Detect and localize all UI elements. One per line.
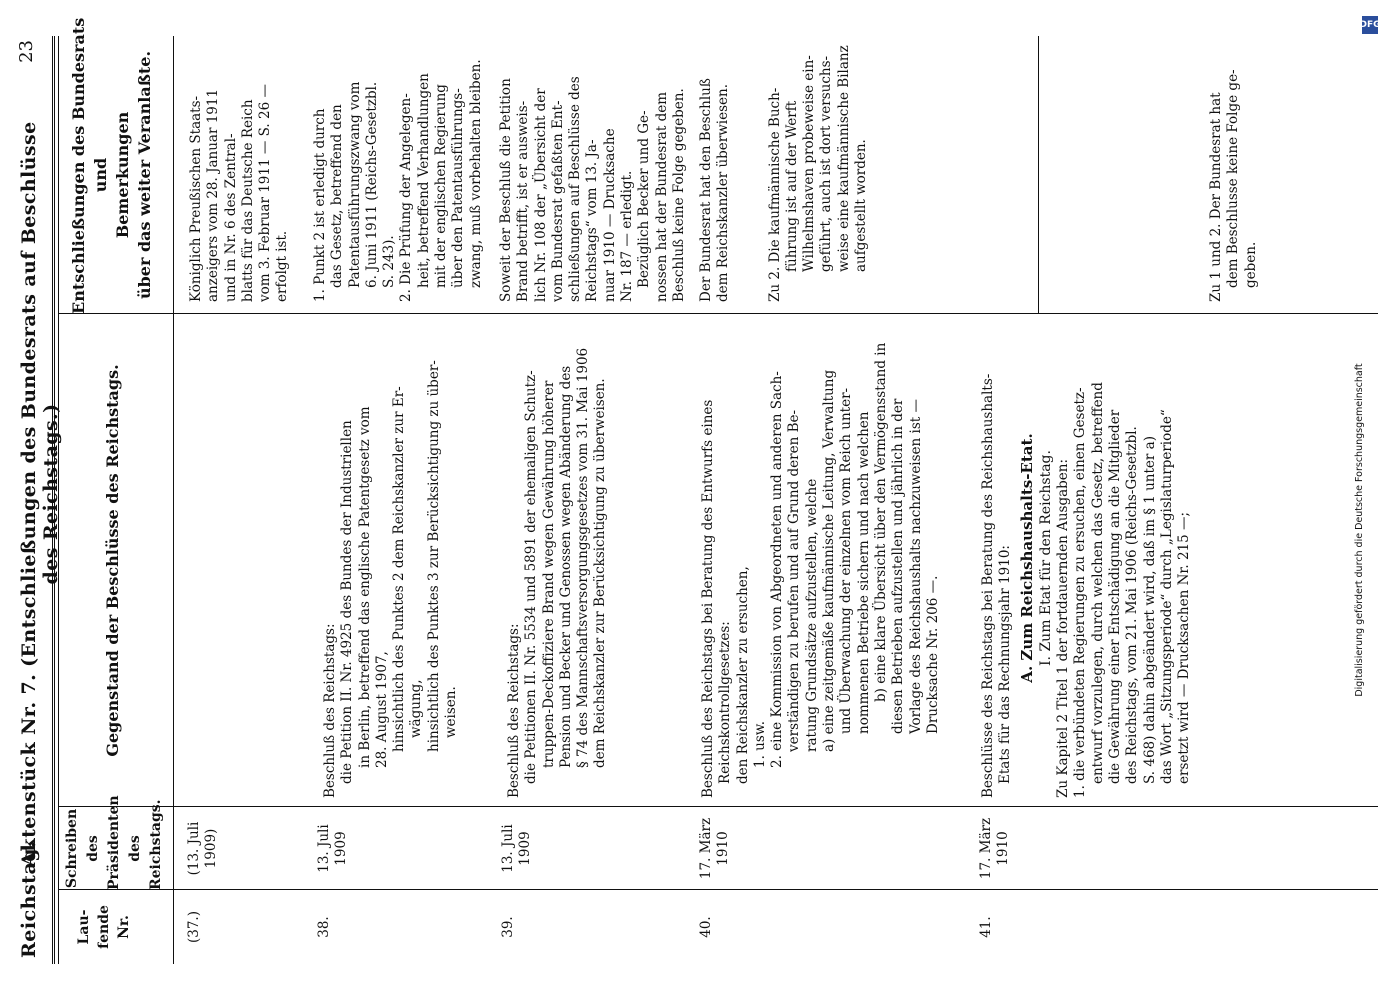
col-header-nr	[74, 890, 134, 964]
col-header-ent-line: Bemerkungen	[113, 111, 132, 239]
row-40-date	[698, 807, 733, 890]
row-38-ent-line: 1. Punkt 2 ist erledigt durch	[312, 108, 328, 302]
row-40-gegenstand	[700, 318, 942, 798]
row-39-gegenstand	[506, 318, 610, 798]
row-37-ent-line: erfolgt ist.	[274, 230, 291, 302]
row-40-ent-gap	[733, 42, 767, 302]
row-37-ent-line: Königlich Preußischen Staats-	[188, 95, 204, 302]
row-40-text-line: nommenen Betriebe sichern und nach welchen	[855, 411, 872, 734]
row-40-date-line: 17. März	[698, 817, 714, 880]
row-39-date-line: 13. Juli	[500, 824, 516, 873]
row-41-text-line: Zu Kapitel 2 Titel 1 der fortdauernden Ausgaben:	[1055, 458, 1072, 798]
col-header-schreiben	[62, 795, 167, 890]
row-37-date-line: 1909)	[203, 828, 220, 869]
row-39-date-line: 1909	[517, 831, 534, 866]
dfg-logo: DFG	[1362, 16, 1378, 34]
row-39-date	[500, 807, 535, 890]
row-38-text-line: in Berlin, betreffend das englische Patentgesetz vom	[356, 406, 373, 768]
row-39-nr: 39.	[500, 916, 516, 938]
table-top-rule	[58, 36, 59, 964]
row-40-text-line: und Überwachung der einzelnen vom Reich unter-	[838, 387, 855, 734]
row-37-ent-line: blatts für das Deutsche Reich	[239, 99, 256, 302]
row-38-ent-line: über den Patentausführungs-	[450, 88, 467, 288]
row-38-nr: 38.	[316, 916, 332, 938]
row-41-text-line: ersetzt wird — Drucksachen Nr. 215 —;	[1176, 511, 1193, 784]
row-38-ent-line: 6. Juni 1911 (Reichs-Gesetzbl.	[363, 81, 380, 288]
row-41-ent-line: dem Beschlusse keine Folge ge-	[1225, 69, 1242, 288]
row-40-text-line: den Reichskanzler zu ersuchen,	[734, 566, 751, 784]
row-38-text-line: weisen.	[443, 686, 460, 738]
row-41-text-line: S. 468) dahin abgeändert wird, daß im § 1 unter a)	[1141, 436, 1158, 784]
row-37-nr: (37.)	[186, 911, 202, 944]
row-41-ent-top-rule	[1038, 36, 1039, 314]
col-header-schreiben-line: Schreiben	[64, 808, 80, 889]
row-39-text-line: truppen-Deckoffiziere Brand wegen Gewährung höherer	[540, 380, 557, 768]
row-40-ent-line: dem Reichskanzler überwiesen.	[715, 83, 732, 302]
row-38-ent-line: heit, betreffend Verhandlungen	[415, 73, 432, 288]
row-39-ent-line: Beschluß keine Folge gegeben.	[670, 88, 687, 302]
row-41-ent-line: geben.	[1242, 241, 1259, 288]
row-41-gegenstand	[980, 318, 1194, 798]
row-37-ent-line: vom 3. Februar 1911 — S. 26 —	[257, 84, 274, 302]
row-39-text-line: dem Reichskanzler zur Berücksichtigung zu überweisen.	[592, 378, 609, 768]
row-40-nr: 40.	[698, 916, 714, 938]
row-41-date-line: 17. März	[978, 817, 994, 880]
row-38-date-line: 1909	[333, 831, 350, 866]
page-header	[12, 36, 62, 964]
row-40-text-line: a) eine zeitgemäße kaufmännische Leitung, Verwaltung	[821, 369, 838, 752]
row-37-entschliessung	[188, 42, 292, 302]
row-38-date-line: 13. Juli	[316, 824, 332, 873]
row-40-entschliessung	[698, 42, 870, 302]
row-38-text-line: hinsichtlich des Punktes 3 zur Berücksichtigung zu über-	[425, 360, 442, 752]
row-40-text-line: 2. eine Kommission von Abgeordneten und anderen Sach-	[769, 371, 786, 768]
col-header-gegenstand	[102, 314, 124, 807]
header-left: Reichstag.	[18, 840, 40, 958]
row-40-ent-line: weise eine kaufmännische Bilanz	[835, 45, 852, 272]
digitization-credit: Digitalisierung gefördert durch die Deutsche Forschungsgemeinschaft	[1354, 363, 1365, 697]
row-39-entschliessung	[498, 42, 688, 302]
row-38-text-line: Beschluß des Reichstags:	[322, 623, 338, 798]
row-38-text-line: hinsichtlich des Punktes 2 dem Reichskanzler zur Er-	[391, 386, 408, 752]
col-header-ent-line: über das weiter Veranlaßte.	[135, 50, 154, 300]
row-40-text-line: Beschluß des Reichstags bei Beratung des Entwurfs eines	[700, 399, 716, 798]
row-40-text-line: Drucksache Nr. 206 —.	[924, 575, 941, 734]
row-40-date-line: 1910	[715, 831, 732, 866]
row-37-date	[186, 807, 221, 890]
col-header-schreiben-line: des	[127, 835, 143, 862]
row-40-ent-line: Wilhelmshaven probeweise ein-	[801, 55, 818, 272]
col-header-nr-line: fende	[96, 905, 112, 949]
row-39-text-line: § 74 des Mannschaftsversorgungsgesetzes vom 31. Mai 1906	[575, 347, 592, 768]
row-39-ent-line: lich Nr. 108 der „Übersicht der	[532, 88, 549, 302]
row-40-ent-line: aufgestellt worden.	[853, 139, 870, 272]
row-41-text-line: das Wort „Sitzungsperiode“ durch „Legislaturperiode“	[1158, 409, 1175, 784]
col-header-nr-line: Lau-	[76, 909, 92, 945]
row-38-text-line: 28. August 1907,	[373, 651, 390, 768]
row-38-ent-line: zwang, muß vorbehalten bleiben.	[467, 59, 484, 288]
row-38-text-line: die Petition II. Nr. 4925 des Bundes der Industriellen	[339, 420, 356, 784]
row-40-ent-line: geführt, auch ist dort versuchs-	[818, 55, 835, 272]
col-header-schreiben-line: des	[85, 835, 101, 862]
row-39-text-line: die Petitionen II. Nr. 5534 und 5891 der ehemaligen Schutz-	[523, 370, 540, 784]
row-37-ent-line: anzeigers vom 28. Januar 1911	[205, 88, 222, 302]
col-header-ent-line: Entschließungen des Bundesrats	[69, 17, 88, 314]
row-40-ent-line: Zu 2. Die kaufmännische Buch-	[766, 87, 783, 302]
row-39-ent-line: nuar 1910 — Drucksache	[601, 128, 618, 302]
row-38-ent-line: 2. Die Prüfung der Angelegen-	[398, 93, 415, 302]
row-40-text-line: ratung Grundsätze aufzustellen, welche	[803, 478, 820, 752]
row-39-ent-line: vom Bundesrat gefaßten Ent-	[549, 100, 566, 302]
row-38-ent-line: mit der englischen Regierung	[433, 84, 450, 288]
header-bottom-rule	[173, 36, 174, 964]
row-41-subheading-a: A. Zum Reichshaushalts-Etat.	[1017, 433, 1036, 683]
row-39-ent-line: Nr. 187 — erledigt.	[619, 170, 636, 302]
row-40-ent-line: führung ist auf der Werft	[783, 100, 800, 272]
row-39-text-line: Pension und Becker und Genossen wegen Abänderung des	[557, 365, 574, 768]
row-41-date-line: 1910	[995, 831, 1012, 866]
row-40-text-line: 1. usw.	[751, 720, 768, 768]
row-38-date	[316, 807, 351, 890]
col-header-entschliessungen	[68, 17, 156, 314]
row-38-entschliessung	[312, 42, 485, 302]
col-header-ent-line: und	[91, 157, 110, 193]
row-41-nr: 41.	[978, 916, 994, 938]
row-39-ent-line: Brand betrifft, ist er ausweis-	[515, 100, 532, 302]
row-37-ent-line: und in Nr. 6 des Zentral-	[222, 133, 239, 302]
row-39-ent-line: schließungen auf Beschlüsse des	[567, 76, 584, 302]
row-38-text-line: wägung,	[408, 679, 425, 738]
col-header-nr-line: Nr.	[116, 915, 132, 939]
row-40-text-line: diesen Betrieben aufzustellen und jährlich in der	[890, 398, 907, 734]
row-40-text-line: b) eine klare Übersicht über den Vermögensstand in	[872, 342, 889, 702]
row-39-ent-line: Soweit der Beschluß die Petition	[498, 78, 514, 302]
col-header-schreiben-line: Reichstags.	[148, 799, 164, 890]
row-41-text-line: die Gewährung einer Entschädigung an die Mitglieder	[1107, 409, 1124, 784]
row-40-text-line: verständigen zu berufen und auf Grund deren Be-	[786, 409, 803, 752]
row-41-subheading-b: I. Zum Etat für den Reichstag.	[1037, 450, 1054, 666]
row-40-ent-line: Der Bundesrat hat den Beschluß	[698, 78, 714, 302]
row-38-ent-line: das Gesetz, betreffend den	[329, 104, 346, 288]
page-number: 23	[16, 40, 37, 63]
row-41-text-line: Etats für das Rechnungsjahr 1910:	[997, 545, 1014, 784]
row-41-date	[978, 807, 1013, 890]
row-41-text-line: Beschlüsse des Reichstags bei Beratung des Reichshaushalts-	[980, 373, 996, 798]
row-38-gegenstand	[322, 318, 460, 798]
row-41-text-line: des Reichstags, vom 21. Mai 1906 (Reichs-Gesetzbl.	[1124, 426, 1141, 784]
row-41-text-line: entwurf vorzulegen, durch welchen das Gesetz, betreffend	[1089, 382, 1106, 784]
row-41-ent-line: Zu 1 und 2. Der Bundesrat hat	[1208, 92, 1224, 302]
row-39-ent-line: nossen hat der Bundesrat dem	[653, 91, 670, 302]
row-40-text-line: Vorlage des Reichshaushalts nachzuweisen ist —	[907, 399, 924, 734]
row-40-text-line: Reichskontrollgesetzes:	[717, 621, 734, 784]
col-header-schreiben-line: Präsidenten	[106, 795, 122, 890]
row-41-entschliessung	[1208, 42, 1260, 302]
header-title: Aktenstück Nr. 7. (Entschließungen des Bundesrats auf Beschlüsse des Reichstags.)	[18, 121, 62, 867]
row-41-text-line: 1. die verbündeten Regierungen zu ersuchen, einen Gesetz-	[1072, 387, 1089, 798]
row-38-ent-line: S. 243).	[381, 235, 398, 288]
row-38-ent-line: Patentausführungszwang vom	[346, 81, 363, 288]
col-header-gegenstand-text: Gegenstand der Beschlüsse des Reichstags.	[103, 364, 122, 757]
row-39-text-line: Beschluß des Reichstags:	[506, 623, 522, 798]
col-divider-3	[58, 313, 1378, 314]
row-37-date-line: (13. Juli	[186, 821, 202, 876]
row-39-ent-line: Bezüglich Becker und Ge-	[636, 110, 653, 288]
row-39-ent-line: Reichstags“ vom 13. Ja-	[584, 139, 601, 302]
